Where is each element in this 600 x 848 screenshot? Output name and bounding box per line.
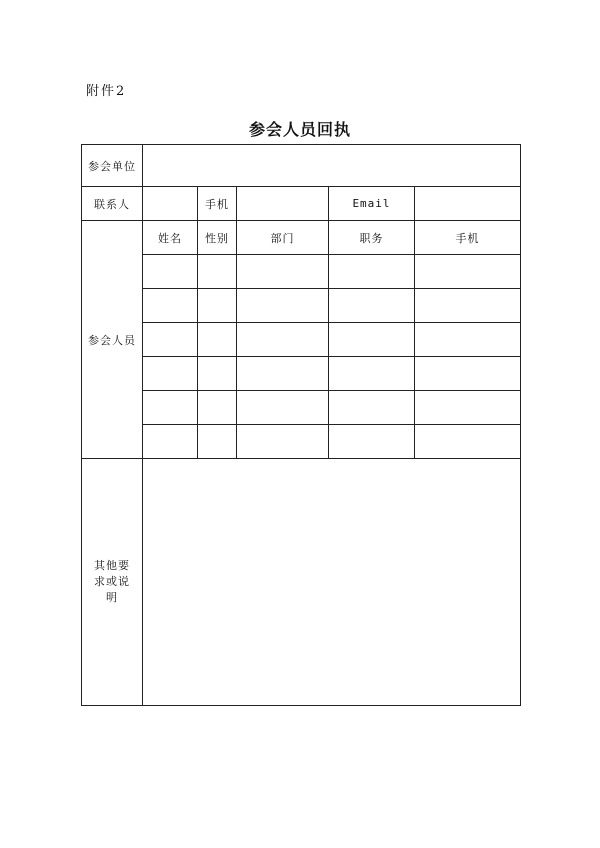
attendee-name-cell[interactable] (143, 391, 198, 425)
attendee-header-row (82, 221, 521, 255)
org-label: 参会单位 (82, 145, 143, 187)
org-row (82, 145, 521, 187)
table-row (82, 255, 521, 289)
attendee-gender-cell[interactable] (198, 289, 237, 323)
attendee-mobile-cell[interactable] (415, 357, 521, 391)
attendee-name-cell[interactable] (143, 425, 198, 459)
attendee-department-cell[interactable] (237, 323, 329, 357)
attendee-mobile-cell[interactable] (415, 425, 521, 459)
table-row (82, 323, 521, 357)
attendee-gender-cell[interactable] (198, 323, 237, 357)
attendee-gender-cell[interactable] (198, 357, 237, 391)
attendee-name-cell[interactable] (143, 289, 198, 323)
column-header-name: 姓名 (143, 221, 198, 255)
email-field[interactable] (415, 187, 521, 221)
table-row (82, 391, 521, 425)
mobile-label: 手机 (198, 187, 237, 221)
attendee-mobile-cell[interactable] (415, 323, 521, 357)
notes-field[interactable] (143, 459, 521, 706)
table-row (82, 289, 521, 323)
attendee-department-cell[interactable] (237, 357, 329, 391)
attendee-position-cell[interactable] (329, 323, 415, 357)
attendee-name-cell[interactable] (143, 357, 198, 391)
attendee-department-cell[interactable] (237, 425, 329, 459)
attendee-name-cell[interactable] (143, 255, 198, 289)
attachment-label: 附件2 (86, 84, 127, 99)
attendees-label: 参会人员 (82, 221, 143, 459)
attendee-department-cell[interactable] (237, 255, 329, 289)
attendee-name-cell[interactable] (143, 323, 198, 357)
table-row (82, 357, 521, 391)
column-header-position: 职务 (329, 221, 415, 255)
attendee-position-cell[interactable] (329, 289, 415, 323)
mobile-field[interactable] (237, 187, 329, 221)
contact-label: 联系人 (82, 187, 143, 221)
attendee-gender-cell[interactable] (198, 391, 237, 425)
email-label: Email (329, 187, 415, 221)
registration-form-table (81, 144, 521, 706)
org-field[interactable] (143, 145, 521, 187)
table-row (82, 425, 521, 459)
column-header-gender: 性别 (198, 221, 237, 255)
attendee-gender-cell[interactable] (198, 425, 237, 459)
attendee-department-cell[interactable] (237, 289, 329, 323)
attendee-mobile-cell[interactable] (415, 255, 521, 289)
attendee-gender-cell[interactable] (198, 255, 237, 289)
attendee-position-cell[interactable] (329, 425, 415, 459)
attendee-department-cell[interactable] (237, 391, 329, 425)
page-title: 参会人员回执 (248, 120, 351, 139)
contact-row (82, 187, 521, 221)
notes-label-cell (82, 459, 143, 706)
attendee-position-cell[interactable] (329, 357, 415, 391)
attendee-position-cell[interactable] (329, 255, 415, 289)
attendee-position-cell[interactable] (329, 391, 415, 425)
column-header-mobile: 手机 (415, 221, 521, 255)
attendee-mobile-cell[interactable] (415, 391, 521, 425)
contact-field[interactable] (143, 187, 198, 221)
column-header-department: 部门 (237, 221, 329, 255)
notes-row (82, 459, 521, 706)
notes-label: 其他要求或说明 (94, 559, 130, 604)
attendee-mobile-cell[interactable] (415, 289, 521, 323)
